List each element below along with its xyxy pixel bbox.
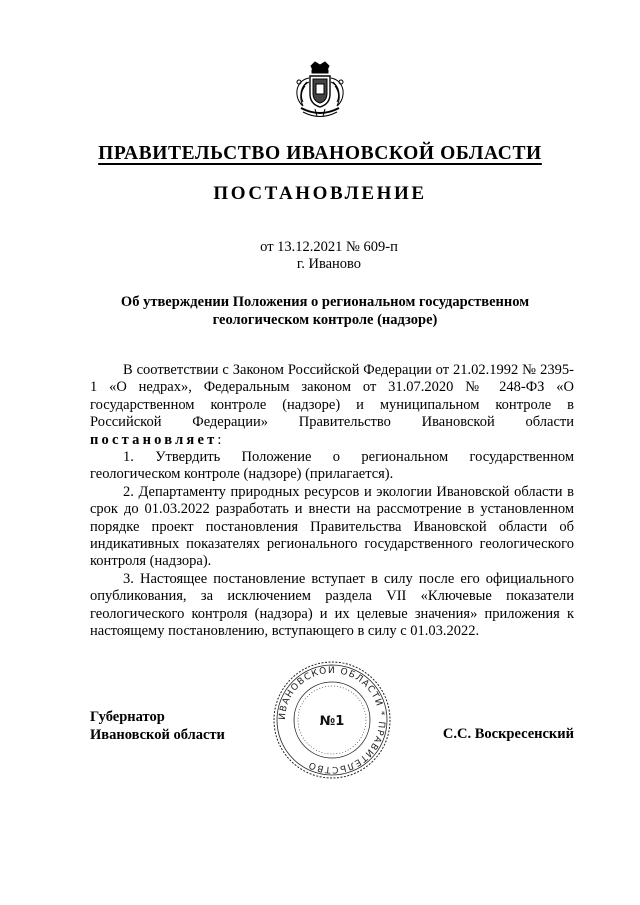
preamble-text: В соответствии с Законом Российской Федерации от 21.02.1992 № 2395-1 «О недрах», Федеральным законом от 31.07.2020 № 248-ФЗ «О государственном контроле (надзоре) и муниципальном контроле в Российской Федерации» Правительство Ивановской области bbox=[90, 362, 574, 431]
government-title: ПРАВИТЕЛЬСТВО ИВАНОВСКОЙ ОБЛАСТИ bbox=[98, 143, 542, 164]
document-subject bbox=[90, 293, 560, 329]
subject-line-1: Об утверждении Положения о региональном государственном bbox=[120, 294, 530, 310]
document-type: ПОСТАНОВЛЕНИЕ bbox=[213, 183, 427, 204]
coat-of-arms-icon bbox=[291, 60, 349, 122]
preamble-paragraph bbox=[90, 362, 574, 449]
stamp-ring-text: ИВАНОВСКОЙ ОБЛАСТИ * ПРАВИТЕЛЬСТВО bbox=[277, 665, 387, 775]
signatory-position bbox=[90, 708, 225, 744]
stamp-number: №1 bbox=[319, 714, 345, 729]
resolves-word: постановляет bbox=[90, 431, 218, 448]
signatory-position-line-2: Ивановской области bbox=[90, 727, 225, 743]
list-item-1: 1. Утвердить Положение о региональном государственном геологическом контроле (надзоре) (прилагается). bbox=[90, 449, 574, 483]
list-item-3: 3. Настоящее постановление вступает в силу после его официального опубликования, за исключением раздела VII «Ключевые показатели геологического контроля (надзора) и их целевые значения» приложения к настоящему постановлению, вступающего в силу с 01.03.2022. bbox=[90, 570, 574, 640]
signatory-name: С.С. Воскресенский bbox=[442, 726, 574, 742]
subject-line-2: геологическом контроле (надзоре) bbox=[212, 312, 438, 328]
document-body bbox=[90, 362, 574, 641]
document-city: г. Иваново bbox=[296, 256, 362, 272]
resolves-colon: : bbox=[217, 431, 222, 448]
official-stamp bbox=[270, 658, 394, 782]
document-date-number: от 13.12.2021 № 609-п bbox=[260, 239, 398, 255]
list-item-2: 2. Департаменту природных ресурсов и экологии Ивановской области в срок до 01.03.2022 разработать и внести на рассмотрение в установленном порядке проект постановления Правительства Ивановской области об индикативных показателях регионального государственного геологического контроля (надзора). bbox=[90, 483, 574, 570]
signatory-position-line-1: Губернатор bbox=[90, 709, 165, 725]
